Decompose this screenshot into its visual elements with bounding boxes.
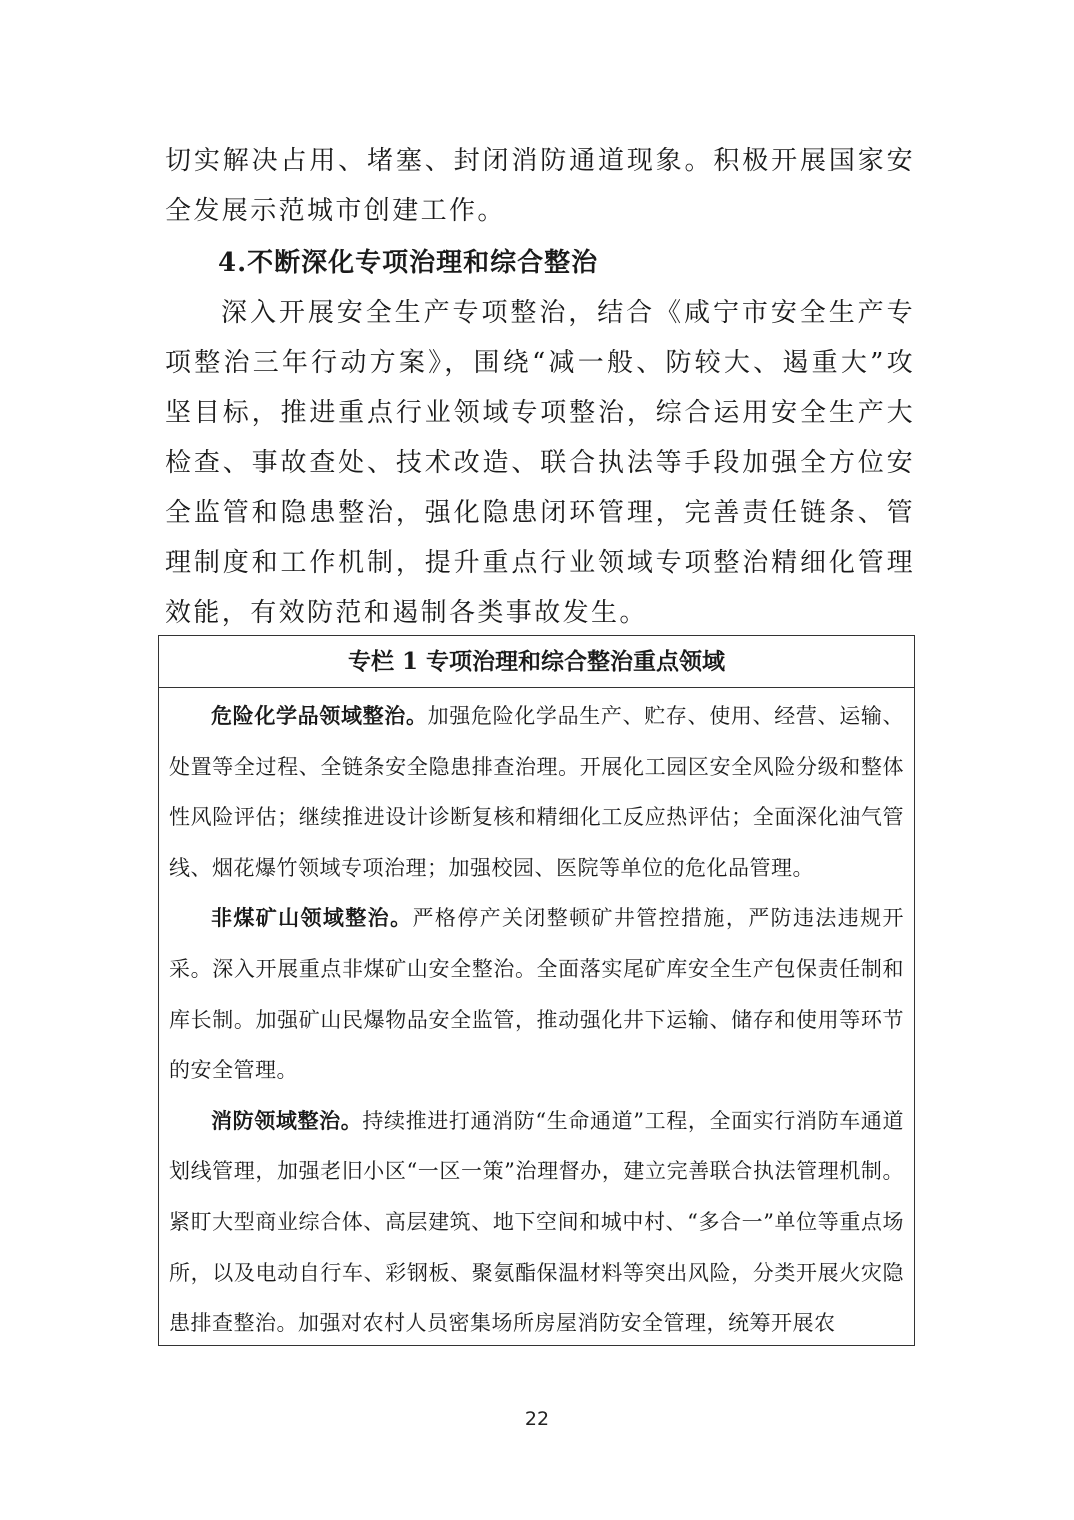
page-number: 22 [524,1408,550,1430]
box-item [169,893,904,1095]
box-item-lead: 消防领域整治。 [211,1107,363,1133]
box-item-lead: 非煤矿山领域整治。 [211,905,413,931]
section-paragraph: 深入开展安全生产专项整治，结合《咸宁市安全生产专项整治三年行动方案》，围绕“减一般、防较大、遏重大”攻坚目标，推进重点行业领域专项整治，综合运用安全生产大检查、事故查处、技术改造、联合执法等手段加强全方位安全监管和隐患整治，强化隐患闭环管理，完善责任链条、管理制度和工作机制，提升重点行业领域专项整治精细化管理效能，有效防范和遏制各类事故发生。 [165,298,915,628]
column-box-body [159,688,914,1349]
box-item [169,1096,904,1349]
box-item-lead: 危险化学品领域整治。 [211,703,428,728]
column-box-title: 专栏 1 专项治理和综合整治重点领域 [159,636,914,688]
box-item-text: 严格停产关闭整顿矿井管控措施，严防违法违规开采。深入开展重点非煤矿山安全整治。全面落实尾矿库安全生产包保责任制和库长制。加强矿山民爆物品安全监管，推动强化井下运输、储存和使用等环节的安全管理。 [169,906,905,1083]
box-item-text: 持续推进打通消防“生命通道”工程，全面实行消防车通道划线管理，加强老旧小区“一区一策”治理督办，建立完善联合执法管理机制。紧盯大型商业综合体、高层建筑、地下空间和城中村、“多合一”单位等重点场所，以及电动自行车、彩钢板、聚氨酯保温材料等突出风险，分类开展火灾隐患排查整治。加强对农村人员密集场所房屋消防安全管理，统筹开展农 [169,1108,904,1336]
section-heading: 4.不断深化专项治理和综合整治 [218,248,599,278]
box-item-text: 加强危险化学品生产、贮存、使用、经营、运输、处置等全过程、全链条安全隐患排查治理。开展化工园区安全风险分级和整体性风险评估；继续推进设计诊断复核和精细化工反应热评估；全面深化油气管线、烟花爆竹领域专项治理；加强校园、医院等单位的危化品管理。 [169,704,905,880]
box-item [169,691,904,893]
column-box [158,635,915,1346]
continuation-paragraph: 切实解决占用、堵塞、封闭消防通道现象。积极开展国家安全发展示范城市创建工作。 [165,146,915,226]
